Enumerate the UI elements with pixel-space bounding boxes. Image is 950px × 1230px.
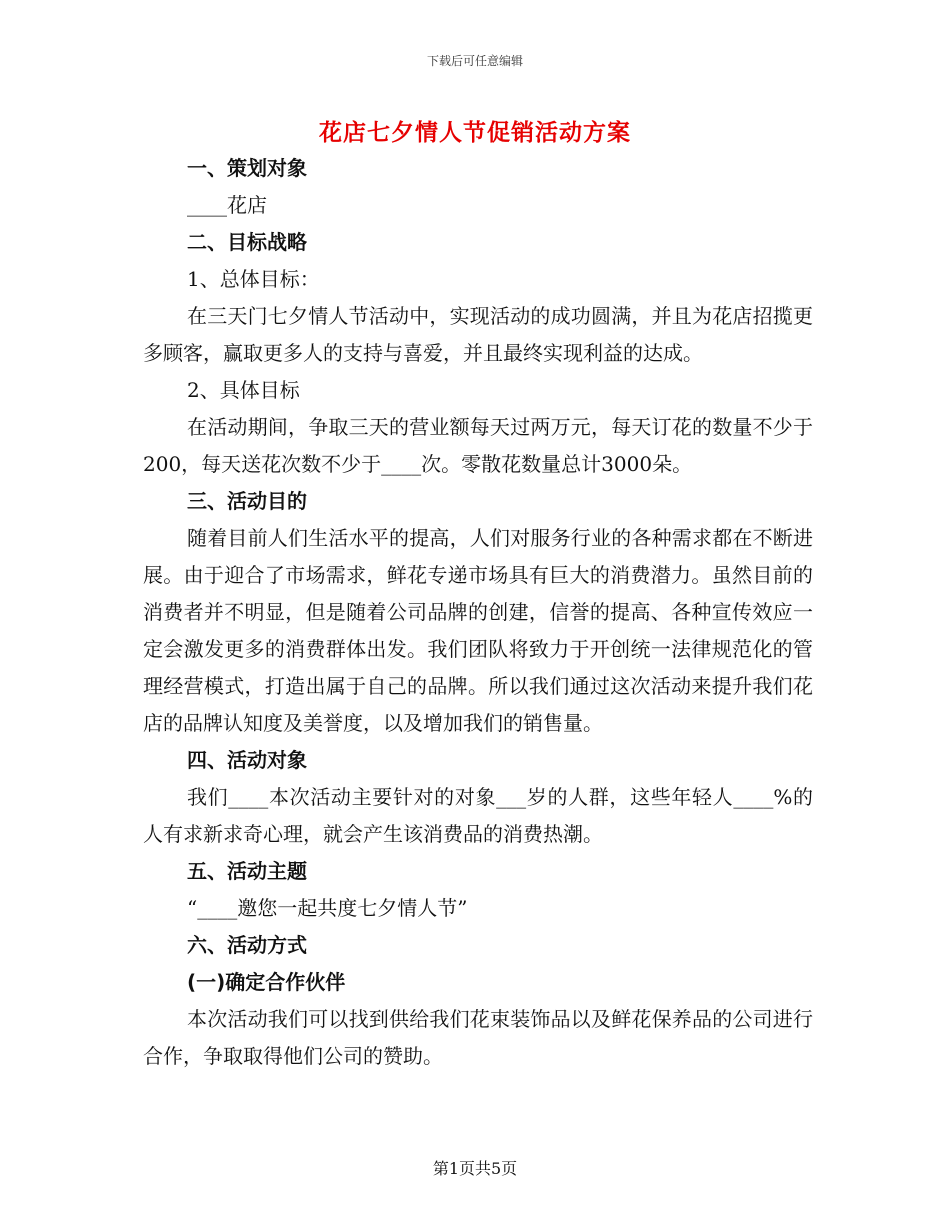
page-footer: 第1页共5页	[432, 1159, 518, 1178]
subheading-overall-goal: 1、总体目标：	[187, 267, 320, 291]
paragraph-overall-goal: 在三天门七夕情人节活动中，实现活动的成功圆满，并且为花店招揽更多顾客，赢取更多人的支持与喜爱，并且最终实现利益的达成。	[143, 304, 813, 365]
section-heading-6: 六、活动方式	[187, 933, 307, 957]
document-title: 花店七夕情人节促销活动方案	[319, 120, 631, 146]
header-note: 下载后可任意编辑	[426, 54, 523, 68]
section-heading-2: 二、目标战略	[187, 230, 307, 254]
document-body	[143, 150, 813, 1075]
subheading-partner: (一)确定合作伙伴	[187, 970, 346, 994]
section-heading-1: 一、策划对象	[187, 156, 307, 180]
paragraph-purpose: 随着目前人们生活水平的提高，人们对服务行业的各种需求都在不断进展。由于迎合了市场需求，鲜花专递市场具有巨大的消费潜力。虽然目前的消费者并不明显，但是随着公司品牌的创建，信誉的提高、各种宣传效应一定会激发更多的消费群体出发。我们团队将致力于开创统一法律规范化的管理经营模式，打造出属于自己的品牌。所以我们通过这次活动来提升我们花店的品牌认知度及美誉度，以及增加我们的销售量。	[143, 526, 813, 735]
subheading-specific-goal: 2、具体目标	[187, 378, 300, 402]
paragraph-specific-goal: 在活动期间，争取三天的营业额每天过两万元，每天订花的数量不少于200，每天送花次数不少于____次。零散花数量总计3000朵。	[143, 415, 813, 476]
section-heading-3: 三、活动目的	[187, 489, 307, 513]
paragraph-target: ____花店	[187, 193, 267, 217]
paragraph-partner: 本次活动我们可以找到供给我们花束装饰品以及鲜花保养品的公司进行合作，争取取得他们公司的赞助。	[143, 1007, 813, 1068]
paragraph-theme: “____邀您一起共度七夕情人节”	[187, 896, 468, 920]
section-heading-5: 五、活动主题	[187, 859, 307, 883]
paragraph-audience: 我们____本次活动主要针对的对象___岁的人群，这些年轻人____%的人有求新求奇心理，就会产生该消费品的消费热潮。	[143, 785, 813, 846]
section-heading-4: 四、活动对象	[187, 748, 307, 772]
